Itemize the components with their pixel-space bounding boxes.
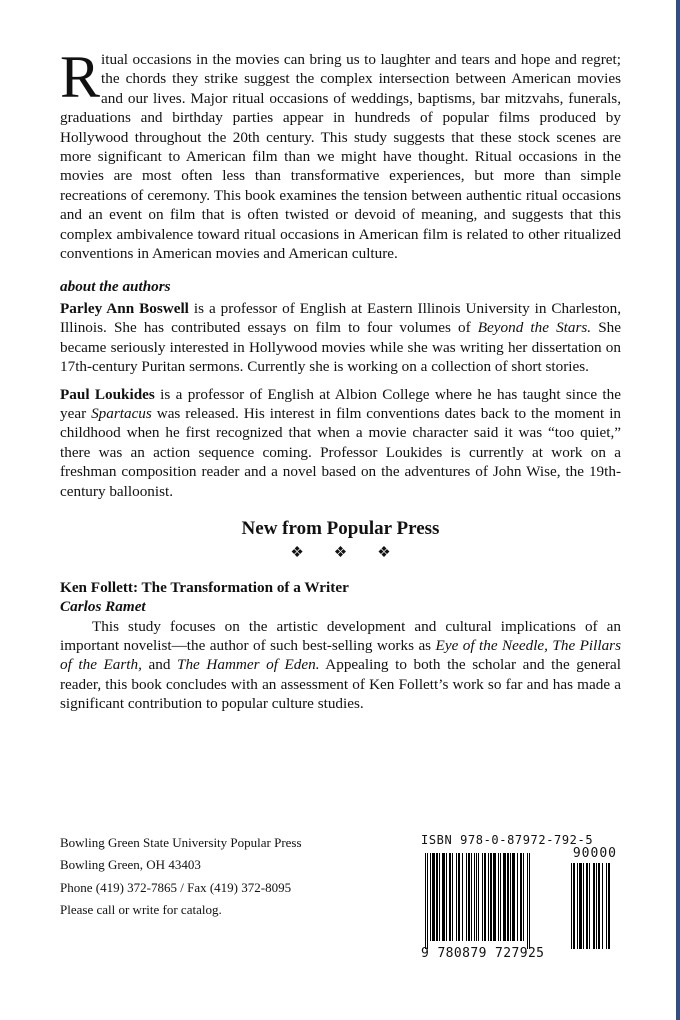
barcode-bar [452,853,453,941]
barcode-bar [583,863,584,949]
barcode-bar [593,863,595,949]
barcode-bar [476,853,477,941]
author-bio-boswell [60,299,621,377]
bio-text: is a professor of English at Albion College where he has taught since the year [60,385,621,422]
desc-text: Appealing to both the scholar and the general reader, this book concludes with an assessment of Ken Follett’s work so far and has made a significant contribution to popular culture studies. [60,656,621,713]
barcode-bar [471,853,472,941]
barcode-bar [436,853,438,941]
publisher-city: Bowling Green, OH 43403 [60,857,201,873]
barcode-bar [493,853,496,941]
desc-text: This study focuses on the artistic development and cultural implications of an important novelist—the author of such best-selling works as [60,617,621,654]
barcode-bar [608,863,610,949]
barcode-bar [529,853,530,949]
barcode-bar [520,853,522,941]
barcode-bar [468,853,470,941]
barcode-bar [456,853,457,941]
barcode-digits: 9 780879 727925 [421,946,545,961]
barcode-bar [462,853,463,941]
barcode-bar [466,853,467,941]
barcode-bar [432,853,435,941]
publisher-name: Bowling Green State University Popular Press [60,835,302,850]
bio-italic: Beyond the Stars. [477,319,592,337]
desc-italic: The Hammer of Eden. [177,656,320,674]
barcode-bar [449,853,451,941]
publisher-info [60,832,302,921]
bio-text: She became seriously interested in Hollywood movies while she was writing her dissertation on 17th-century Puritan sermons. Currently she is working on a collection of short stories. [60,319,621,376]
desc-text: and [141,656,178,674]
bio-text: was released. His interest in film conventions dates back to the moment in childhood when he first recognized that when a movie character said it was “too quiet,” there was an action sequence coming. Professor Loukides is currently at work on a freshman composition reader and a novel based on the adventures of John Wise, the 19th-century balloonist. [60,404,622,500]
barcode-bar [577,863,578,949]
author-name: Parley Ann Boswell [60,299,189,317]
barcode-bar [523,853,524,941]
bio-text: is a professor of English at Eastern Illinois University in Charleston, Illinois. She has contributed essays on film to four volumes of [60,299,621,337]
barcode-bar [490,853,492,941]
ean-barcode-bars [425,853,567,949]
barcode-bar [606,863,607,949]
publisher-note: Please call or write for catalog. [60,901,222,917]
barcode-bar [573,863,575,949]
barcode-bar [500,853,501,941]
isbn-barcode [421,833,621,961]
desc-italic: Eye of the Needle, The Pillars of the Earth, [60,636,621,674]
spine-edge [676,0,680,1020]
barcode-bar [527,853,528,949]
intro-paragraph [60,44,621,263]
barcode-bar [507,853,509,941]
featured-book-author: Carlos Ramet [60,598,146,616]
barcode-bar [586,863,588,949]
barcode-bar [427,853,428,949]
about-authors-heading: about the authors [60,278,171,296]
barcode-bar [446,853,447,941]
barcode-bar [510,853,511,941]
barcode-bar [517,853,518,941]
barcode-bar [458,853,460,941]
barcode-bar [512,853,515,941]
barcode-bar [589,863,590,949]
barcode-bar [602,863,603,949]
barcode-bar [442,853,445,941]
barcode-bar [474,853,475,941]
isbn-label: ISBN 978-0-87972-792-5 [421,833,594,847]
barcode-bar [503,853,506,941]
publisher-phone: Phone (419) 372-7865 / Fax (419) 372-8095 [60,879,292,895]
barcode-bar [498,853,499,941]
barcode-bar [439,853,440,941]
addon-barcode-bars [571,863,617,949]
barcode-bar [596,863,597,949]
intro-text: itual occasions in the movies can bring us to laughter and tears and hope and regret; the chords they strike suggest the complex intersection between American movies and our lives. Major ritual occasions of weddings, baptisms, bar mitzvahs, funerals, graduations and birthday parties appear in hundreds of popular films produced by Hollywood throughout the 20th century. This study suggests that these stock scenes are more significant to American film than we might have thought. Ritual occasions in the movies are most often less than transformative experiences, but more than simple recreations of ceremony. This book examines the tension between authentic ritual occasions and an event on film that is often twisted or devoid of meaning, and suggests that this complex ambivalence toward ritual occasions in American film is related to other ritualized conventions in American movies and American culture. [60,51,621,263]
back-cover-text [60,44,622,714]
ornament-dingbats: ❖❖❖ [290,545,421,562]
new-from-heading: New from Popular Press [241,517,440,539]
barcode-bar [430,853,431,941]
barcode-bar [484,853,486,941]
featured-book-title: Ken Follett: The Transformation of a Writer [60,578,349,596]
barcode-bar [571,863,572,949]
barcode-bar [579,863,582,949]
price-code: 90000 [572,846,617,861]
featured-book-description [60,617,621,714]
author-name: Paul Loukides [60,385,155,403]
bio-italic: Spartacus [91,404,152,422]
author-bio-loukides [60,385,621,501]
barcode-bar [488,853,489,941]
barcode-bar [478,853,479,941]
barcode-bar [482,853,483,941]
drop-cap: R [60,44,101,110]
barcode-bar [598,863,600,949]
barcode-bar [425,853,426,949]
